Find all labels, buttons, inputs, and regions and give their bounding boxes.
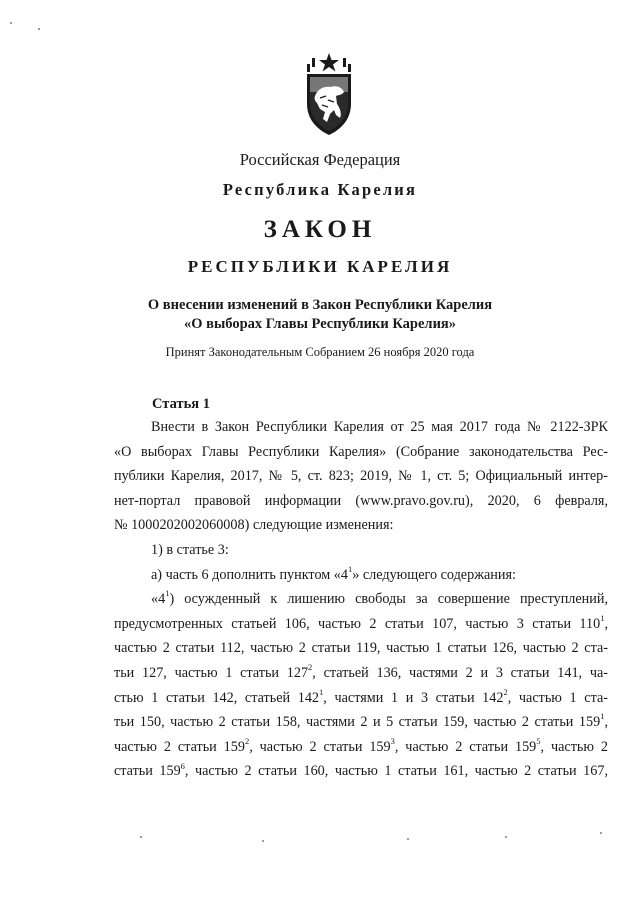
paragraph-line: публики Карелия, 2017, № 5, ст. 823; 2019, № 1, ст. 5; Официальный интер- xyxy=(114,468,608,485)
paragraph-line: «О выборах Главы Республики Карелия» (Собрание законодательства Рес- xyxy=(114,443,608,460)
article-body xyxy=(114,415,608,784)
paragraph-line: № 1000202002060008) следующие изменения: xyxy=(114,517,394,534)
law-title: ЗАКОН xyxy=(263,216,377,243)
law-subtitle: РЕСПУБЛИКИ КАРЕЛИЯ xyxy=(187,257,453,276)
adoption-note: Принят Законодательным Собранием 26 ноября 2020 года xyxy=(165,345,475,359)
quote-line: тьи 127, частью 1 статьи $127^2$, статьей 136, частями 2 и 3 статьи 141, ча- xyxy=(114,662,608,681)
list-item: 1) в статье 3: xyxy=(151,541,229,558)
paragraph-line: Внести в Закон Республики Карелия от 25 мая 2017 года № 2122-ЗРК xyxy=(151,419,608,435)
country-line: Российская Федерация xyxy=(239,150,401,169)
quote-line: тьи 150, частью 2 статьи 158, частями 2 и 5 статьи 159, частью 2 статьи $159^1$, xyxy=(114,711,608,731)
article-heading: Статья 1 xyxy=(152,396,210,412)
quote-line: стью 1 статьи 142, статьей $142^1$, частями 1 и 3 статьи $142^2$, частью 1 ста- xyxy=(114,686,608,706)
paragraph-line: нет-портал правовой информации (www.pravo.gov.ru), 2020, 6 февраля, xyxy=(114,492,608,509)
quote-line: «$4^1$) осужденный к лишению свободы за совершение преступлений, xyxy=(151,588,608,608)
quote-line: частью 2 статьи 112, частью 2 статьи 119, частью 1 статьи 126, частью 2 ста- xyxy=(114,640,608,657)
quote-line: статьи $159^6$, частью 2 статьи 160, частью 1 статьи 161, частью 2 статьи 167, xyxy=(114,760,608,780)
republic-line: Республика Карелия xyxy=(222,180,418,199)
list-item: а) часть 6 дополнить пунктом «$4^1$» следующего содержания: xyxy=(151,563,516,583)
law-name-line-1: О внесении изменений в Закон Республики Карелия xyxy=(147,297,493,313)
karelia-coat-of-arms-icon xyxy=(298,52,360,136)
quote-line: частью 2 статьи $159^2$, частью 2 статьи $159^3$, частью 2 статьи $159^5$, частью 2 xyxy=(114,735,608,755)
quote-line: предусмотренных статьей 106, частью 2 статьи 107, частью 3 статьи $110^1$, xyxy=(114,613,608,632)
law-name-line-2: «О выборах Главы Республики Карелия» xyxy=(183,316,457,332)
